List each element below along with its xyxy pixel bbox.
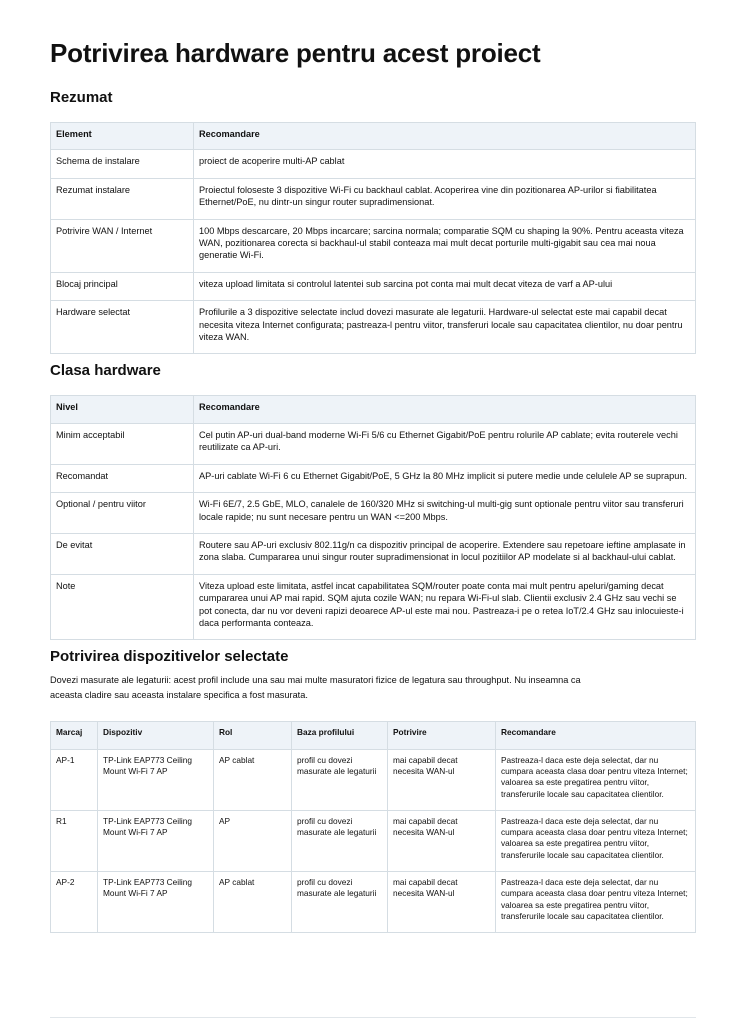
table-row: [51, 301, 696, 354]
row-value: Wi-Fi 6E/7, 2.5 GbE, MLO, canalele de 160/320 MHz si switching-ul multi-gig sunt optionale pentru viitor sau transferuri locale rapide; nu sunt necesare pentru un WAN <=200 Mbps.: [194, 493, 696, 534]
row-label: Hardware selectat: [51, 301, 194, 354]
footer-divider: [50, 1017, 696, 1018]
row-value: Viteza upload este limitata, astfel incat capabilitatea SQM/router poate conta mai mult pentru apeluri/gaming decat cumpararea unui AP mai rapid. SQM ajuta cozile WAN; nu repara Wi-Fi-ul slab. Clientii exclusiv 2.4 GHz sau vechi se pot conecta, dar nu vor deveni rapizi deoarece AP-ul este mai nou. Pastreaza-i pe o retea IoT/2.4 GHz sau inlocuieste-i daca performanta conteaza.: [194, 574, 696, 640]
device-role: AP cablat: [214, 749, 292, 810]
device-recommendation: Pastreaza-l daca este deja selectat, dar nu cumpara aceasta clasa doar pentru viteza Internet; valoarea sa este pregatirea pentru viitor, transferurile locale sau capacitatea clientilor.: [496, 810, 696, 871]
row-label: Blocaj principal: [51, 272, 194, 300]
row-label: Minim acceptabil: [51, 423, 194, 464]
table-row: [51, 464, 696, 492]
device-fit: mai capabil decat necesita WAN-ul: [388, 872, 496, 933]
table-row: [51, 749, 696, 810]
row-value: Cel putin AP-uri dual-band moderne Wi-Fi 5/6 cu Ethernet Gigabit/PoE pentru rolurile AP cablate; evita routerele vechi reutilizate ca AP-uri.: [194, 423, 696, 464]
table-header-row: [51, 396, 696, 423]
row-value: Proiectul foloseste 3 dispozitive Wi-Fi cu backhaul cablat. Acoperirea vine din pozitionarea AP-urilor si fiabilitatea Ethernet/PoE, nu dintr-un singur router supradimensionat.: [194, 178, 696, 219]
device-mark: R1: [51, 810, 98, 871]
table-row: [51, 150, 696, 178]
hardware-class-heading: Clasa hardware: [50, 362, 161, 380]
device-fit: mai capabil decat necesita WAN-ul: [388, 749, 496, 810]
row-label: Schema de instalare: [51, 150, 194, 178]
column-header-element: Element: [51, 123, 194, 150]
table-row: [51, 574, 696, 640]
row-label: Optional / pentru viitor: [51, 493, 194, 534]
row-value: Profilurile a 3 dispozitive selectate includ dovezi masurate ale legaturii. Hardware-ul selectat este mai capabil decat necesita viteza Internet configurata; pastreaza-l pentru viitor, transferuri locale sau capacitatea clientilor, nu doar pentru viteza WAN.: [194, 301, 696, 354]
device-role: AP: [214, 810, 292, 871]
column-header-recommendation: Recomandare: [194, 123, 696, 150]
device-basis: profil cu dovezi masurate ale legaturii: [292, 749, 388, 810]
device-basis: profil cu dovezi masurate ale legaturii: [292, 872, 388, 933]
row-label: Recomandat: [51, 464, 194, 492]
column-header-recommendation: Recomandare: [496, 722, 696, 749]
device-mark: AP-2: [51, 872, 98, 933]
summary-table: [50, 122, 696, 354]
hardware-class-table: [50, 395, 696, 640]
row-label: Potrivire WAN / Internet: [51, 219, 194, 272]
table-header-row: [51, 722, 696, 749]
table-header-row: [51, 123, 696, 150]
device-mark: AP-1: [51, 749, 98, 810]
summary-heading: Rezumat: [50, 89, 113, 106]
table-row: [51, 872, 696, 933]
column-header-recommendation: Recomandare: [194, 396, 696, 423]
device-basis: profil cu dovezi masurate ale legaturii: [292, 810, 388, 871]
devices-heading: Potrivirea dispozitivelor selectate: [50, 648, 289, 666]
device-recommendation: Pastreaza-l daca este deja selectat, dar nu cumpara aceasta clasa doar pentru viteza Internet; valoarea sa este pregatirea pentru viitor, transferurile locale sau capacitatea clientilor.: [496, 749, 696, 810]
column-header-device: Dispozitiv: [98, 722, 214, 749]
table-row: [51, 423, 696, 464]
device-name: TP-Link EAP773 Ceiling Mount Wi-Fi 7 AP: [98, 810, 214, 871]
table-row: [51, 272, 696, 300]
column-header-mark: Marcaj: [51, 722, 98, 749]
row-label: Rezumat instalare: [51, 178, 194, 219]
row-value: Routere sau AP-uri exclusiv 802.11g/n ca dispozitiv principal de acoperire. Extendere sau repetoare ieftine amplasate in zona slaba. Cumpararea unui singur router supradimensionat in locul pozitiilor AP modelate si al backhaul-ului cablat.: [194, 533, 696, 574]
devices-intro: Dovezi masurate ale legaturii: acest profil include una sau mai multe masuratori fizice de legatura sau throughput. Nu inseamna ca aceasta cladire sau aceasta instalare specifica a fost masurata.: [50, 675, 581, 701]
table-row: [51, 533, 696, 574]
table-row: [51, 219, 696, 272]
row-value: viteza upload limitata si controlul latentei sub sarcina pot conta mai mult decat viteza de varf a AP-ului: [194, 272, 696, 300]
device-fit: mai capabil decat necesita WAN-ul: [388, 810, 496, 871]
row-label: De evitat: [51, 533, 194, 574]
device-role: AP cablat: [214, 872, 292, 933]
table-row: [51, 493, 696, 534]
column-header-role: Rol: [214, 722, 292, 749]
page-title: Potrivirea hardware pentru acest proiect: [50, 38, 541, 68]
document-page: [50, 36, 696, 933]
table-row: [51, 810, 696, 871]
table-row: [51, 178, 696, 219]
column-header-basis: Baza profilului: [292, 722, 388, 749]
column-header-level: Nivel: [51, 396, 194, 423]
row-value: AP-uri cablate Wi-Fi 6 cu Ethernet Gigabit/PoE, 5 GHz la 80 MHz implicit si putere medie unde celulele AP se suprapun.: [194, 464, 696, 492]
devices-table: [50, 721, 696, 933]
device-name: TP-Link EAP773 Ceiling Mount Wi-Fi 7 AP: [98, 872, 214, 933]
row-label: Note: [51, 574, 194, 640]
device-name: TP-Link EAP773 Ceiling Mount Wi-Fi 7 AP: [98, 749, 214, 810]
device-recommendation: Pastreaza-l daca este deja selectat, dar nu cumpara aceasta clasa doar pentru viteza Internet; valoarea sa este pregatirea pentru viitor, transferurile locale sau capacitatea clientilor.: [496, 872, 696, 933]
row-value: 100 Mbps descarcare, 20 Mbps incarcare; sarcina normala; comparatie SQM cu shaping la 90%. Pentru aceasta viteza WAN, pozitionarea corecta si backhaul-ul stabil conteaza mai mult decat porturile multi-gigabit sau cea mai noua generatie Wi-Fi.: [194, 219, 696, 272]
row-value: proiect de acoperire multi-AP cablat: [194, 150, 696, 178]
column-header-fit: Potrivire: [388, 722, 496, 749]
